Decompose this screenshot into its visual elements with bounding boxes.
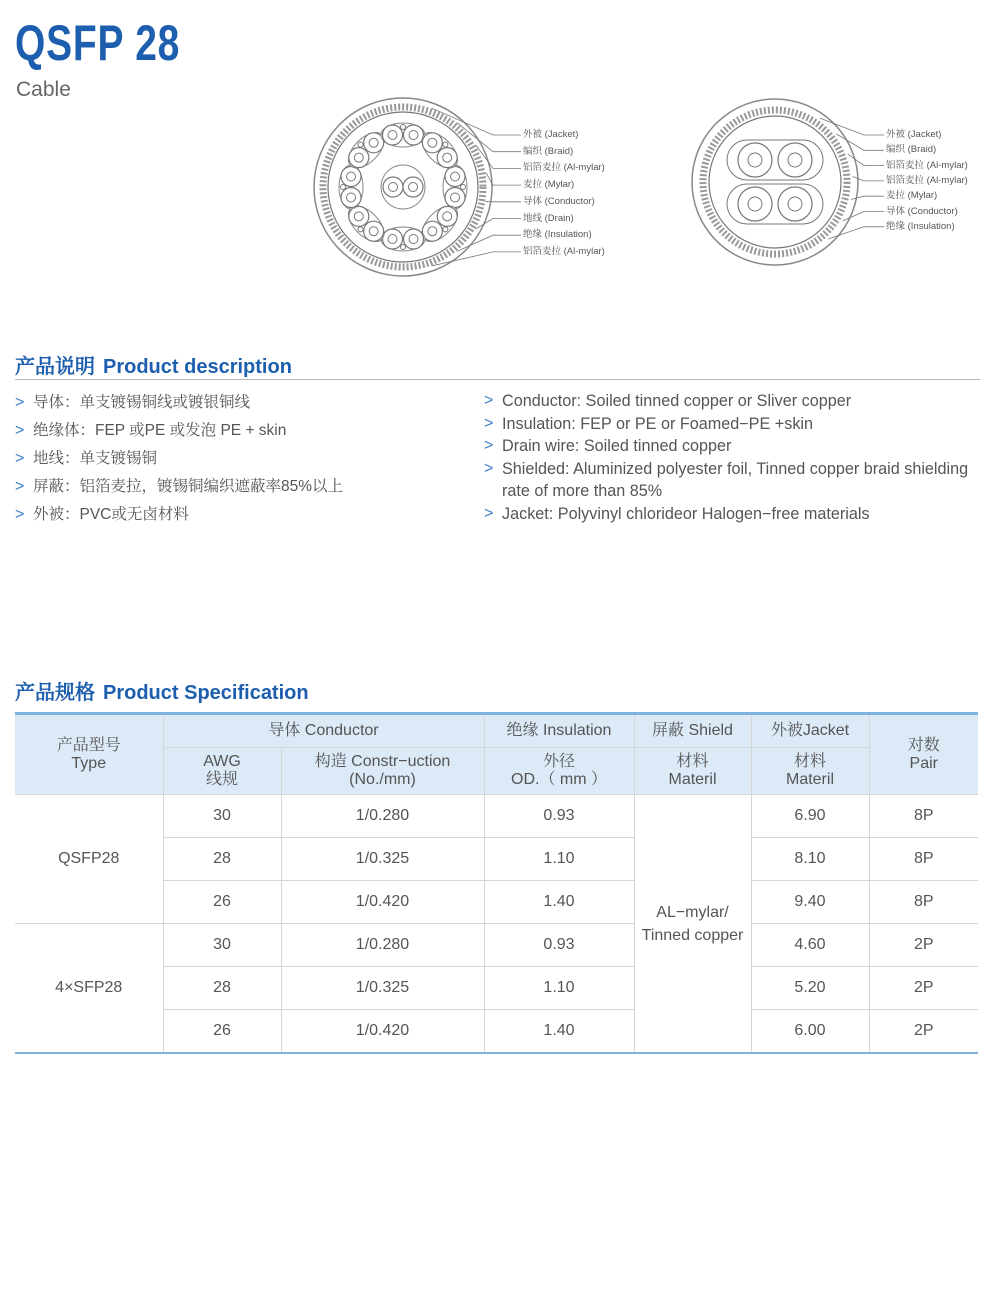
chevron-right-icon: > xyxy=(484,459,494,477)
drain-wire xyxy=(401,245,406,250)
desc-en-item-text: Drain wire: Soiled tinned copper xyxy=(502,437,732,456)
desc-zh-item xyxy=(15,391,455,419)
conductor-circle xyxy=(748,153,762,167)
cable-cross-section-8-pair xyxy=(308,92,628,292)
product-description-heading-en: Product description xyxy=(103,356,292,378)
shield-material-header: 材料 Materil xyxy=(634,748,751,795)
conductor-circle xyxy=(369,227,378,236)
page-subtitle: Cable xyxy=(16,78,71,101)
foil-ring xyxy=(709,116,841,248)
callout-label: 铝箔麦拉 (Al-mylar) xyxy=(886,159,968,171)
jacket-cell: 6.90 xyxy=(751,795,869,838)
pair-cell: 8P xyxy=(869,881,978,924)
shield-material-line-2: Tinned copper xyxy=(641,926,744,944)
jacket-cell: 4.60 xyxy=(751,924,869,967)
conductor-circle xyxy=(409,183,418,192)
chevron-right-icon: > xyxy=(15,478,25,495)
table-row xyxy=(15,924,978,967)
conductor-circle xyxy=(347,193,356,202)
pair-cell: 2P xyxy=(869,924,978,967)
callout-label: 编织 (Braid) xyxy=(523,145,574,157)
desc-zh-item-text: 导体：单支镀锡铜线或镀银铜线 xyxy=(33,394,251,411)
pair-cell: 2P xyxy=(869,967,978,1010)
awg-cell: 28 xyxy=(163,838,281,881)
page-title: QSFP 28 xyxy=(15,15,181,71)
desc-zh-item-text: 外被：PVC或无卤材料 xyxy=(33,506,189,523)
od-header: 外径 OD.（ mm ） xyxy=(484,748,634,795)
callout-label: 编织 (Braid) xyxy=(886,144,937,156)
type-header: 产品型号 Type xyxy=(15,714,163,795)
conductor-header: 导体 Conductor xyxy=(163,714,484,748)
desc-en-item xyxy=(484,503,980,526)
construction-cell: 1/0.420 xyxy=(281,1010,484,1054)
desc-zh-item-text: 绝缘体：FEP 或PE 或发泡 PE + skin xyxy=(33,422,287,439)
jacket-cell: 5.20 xyxy=(751,967,869,1010)
awg-cell: 28 xyxy=(163,967,281,1010)
desc-zh-item xyxy=(15,475,455,503)
table-row xyxy=(15,795,978,838)
chevron-right-icon: > xyxy=(484,392,494,409)
jacket-cell: 6.00 xyxy=(751,1010,869,1054)
type-cell: 4×SFP28 xyxy=(15,924,163,1054)
desc-en-item-text: Jacket: Polyvinyl chlorideor Halogen−free materials xyxy=(502,504,870,523)
desc-en-item xyxy=(484,413,980,436)
drain-wire xyxy=(401,125,406,130)
conductor-circle xyxy=(389,183,398,192)
construction-cell: 1/0.420 xyxy=(281,881,484,924)
drain-wire xyxy=(443,142,448,147)
od-cell: 1.10 xyxy=(484,838,634,881)
construction-cell: 1/0.280 xyxy=(281,924,484,967)
conductor-circle xyxy=(451,172,460,181)
awg-cell: 26 xyxy=(163,1010,281,1054)
callout-label: 铝箔麦拉 (Al-mylar) xyxy=(523,245,605,257)
jacket-cell: 8.10 xyxy=(751,838,869,881)
callout-label: 外被 (Jacket) xyxy=(886,129,942,140)
insulation-header: 绝缘 Insulation xyxy=(484,714,634,748)
shield-material-line-1: AL−mylar/ xyxy=(656,903,729,921)
conductor-circle xyxy=(443,153,452,162)
specification-table-body xyxy=(15,795,978,1054)
jacket-cell: 9.40 xyxy=(751,881,869,924)
conductor-circle xyxy=(388,131,397,140)
drain-wire xyxy=(341,185,346,190)
desc-en-item xyxy=(484,390,980,413)
description-list-zh xyxy=(15,391,455,531)
conductor-circle xyxy=(788,197,802,211)
callout-label: 铝箔麦拉 (Al-mylar) xyxy=(886,174,968,186)
desc-zh-item-text: 地线：单支镀锡铜 xyxy=(33,450,158,467)
chevron-right-icon: > xyxy=(484,504,494,522)
conductor-circle xyxy=(451,193,460,202)
chevron-right-icon: > xyxy=(15,422,25,439)
od-cell: 1.10 xyxy=(484,967,634,1010)
conductor-circle xyxy=(354,212,363,221)
pair-cell: 2P xyxy=(869,1010,978,1054)
chevron-right-icon: > xyxy=(15,450,25,467)
construction-cell: 1/0.325 xyxy=(281,838,484,881)
desc-zh-item xyxy=(15,503,455,531)
chevron-right-icon: > xyxy=(484,414,494,432)
conductor-circle xyxy=(409,235,418,244)
awg-cell: 26 xyxy=(163,881,281,924)
conductor-circle xyxy=(428,138,437,147)
cable-8-pair-drawing xyxy=(308,92,628,292)
jacket-material-header: 材料 Materil xyxy=(751,748,869,795)
od-cell: 0.93 xyxy=(484,924,634,967)
jacket-header: 外被Jacket xyxy=(751,714,869,748)
desc-en-item-text: Conductor: Soiled tinned copper or Sliver copper xyxy=(502,392,852,410)
product-description-heading xyxy=(15,350,292,379)
chevron-right-icon: > xyxy=(15,506,25,523)
conductor-circle xyxy=(409,131,418,140)
conductor-circle xyxy=(347,172,356,181)
callout-label: 麦拉 (Mylar) xyxy=(523,179,575,191)
construction-header: 构造 Constr−uction (No./mm) xyxy=(281,748,484,795)
product-specification-heading xyxy=(15,676,309,705)
conductor-circle xyxy=(354,153,363,162)
awg-cell: 30 xyxy=(163,795,281,838)
type-cell: QSFP28 xyxy=(15,795,163,924)
shield-header: 屏蔽 Shield xyxy=(634,714,751,748)
cable-2-pair-drawing xyxy=(690,92,990,292)
desc-zh-item-text: 屏蔽：铝箔麦拉，镀锡铜编织遮蔽率85%以上 xyxy=(33,478,344,495)
desc-en-item-text: Shielded: Aluminized polyester foil, Tinned copper braid shielding rate of more than 85% xyxy=(502,459,969,501)
pair-header: 对数 Pair xyxy=(869,714,978,795)
shield-material-cell xyxy=(634,795,751,1054)
desc-en-item-text: Insulation: FEP or PE or Foamed−PE +skin xyxy=(502,414,814,433)
callout-label: 外被 (Jacket) xyxy=(523,129,579,140)
callout-label: 地线 (Drain) xyxy=(523,212,574,224)
desc-zh-item xyxy=(15,419,455,447)
callout-label: 绝缘 (Insulation) xyxy=(886,220,955,232)
conductor-circle xyxy=(788,153,802,167)
callout-label: 铝箔麦拉 (Al-mylar) xyxy=(523,162,605,174)
desc-en-item xyxy=(484,435,980,458)
pair-cell: 8P xyxy=(869,795,978,838)
product-description-heading-zh: 产品说明 xyxy=(15,356,95,378)
chevron-right-icon: > xyxy=(15,394,25,411)
section-divider xyxy=(15,379,980,380)
drain-wire xyxy=(443,227,448,232)
od-cell: 1.40 xyxy=(484,1010,634,1054)
od-cell: 0.93 xyxy=(484,795,634,838)
drain-wire xyxy=(358,227,363,232)
awg-header: AWG 线规 xyxy=(163,748,281,795)
construction-cell: 1/0.280 xyxy=(281,795,484,838)
awg-cell: 30 xyxy=(163,924,281,967)
callout-label: 导体 (Conductor) xyxy=(886,205,958,217)
desc-en-item xyxy=(484,458,980,503)
specification-table xyxy=(15,712,978,1054)
description-list-en xyxy=(484,390,980,526)
conductor-circle xyxy=(388,235,397,244)
conductor-circle xyxy=(443,212,452,221)
drain-wire xyxy=(461,185,466,190)
cable-cross-section-2-pair xyxy=(690,92,990,292)
conductor-circle xyxy=(369,138,378,147)
desc-zh-item xyxy=(15,447,455,475)
callout-label: 导体 (Conductor) xyxy=(523,195,595,207)
product-specification-heading-en: Product Specification xyxy=(103,682,309,704)
product-specification-heading-zh: 产品规格 xyxy=(15,682,95,704)
drain-wire xyxy=(358,142,363,147)
od-cell: 1.40 xyxy=(484,881,634,924)
callout-label: 绝缘 (Insulation) xyxy=(523,229,592,241)
callout-label: 麦拉 (Mylar) xyxy=(886,190,938,202)
construction-cell: 1/0.325 xyxy=(281,967,484,1010)
conductor-circle xyxy=(428,227,437,236)
pair-cell: 8P xyxy=(869,838,978,881)
conductor-circle xyxy=(748,197,762,211)
chevron-right-icon: > xyxy=(484,437,494,455)
